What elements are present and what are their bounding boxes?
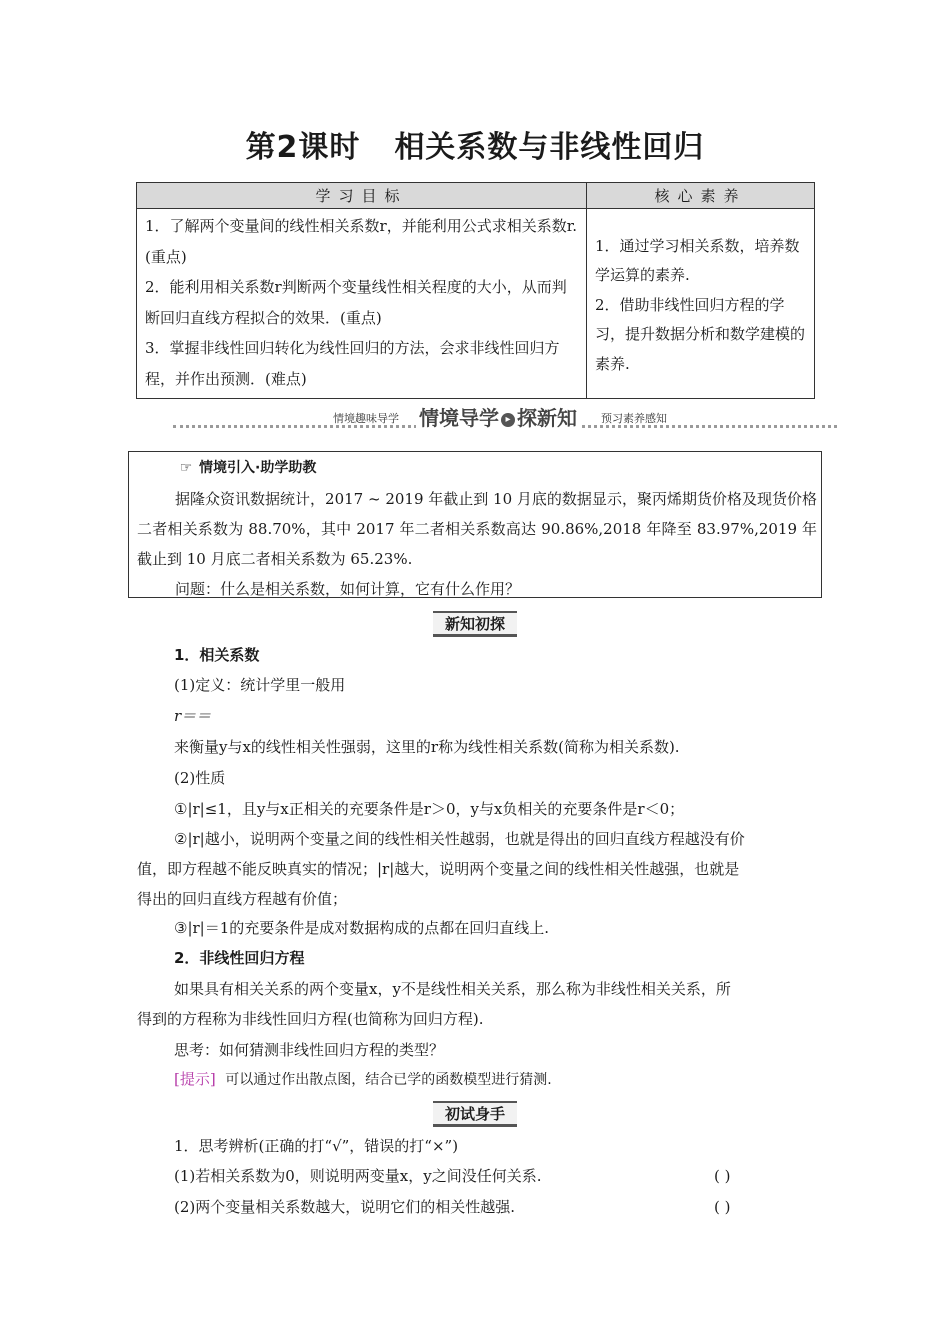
intro-box [128,451,822,598]
literacy-item: 2．借助非线性回归方程的学习，提升数据分析和数学建模的素养. [595,295,806,373]
property-2c: 得出的回归直线方程越有价值； [137,890,348,908]
property-2b: 值，即方程越不能反映真实的情况；|r|越大，说明两个变量之间的线性相关性越强，也就是 [137,860,740,878]
property-1: ①|r|≤1，且y与x正相关的充要条件是r＞0，y与x负相关的充要条件是r＜0； [174,800,685,818]
think-question: 思考：如何猜测非线性回归方程的类型？ [174,1041,445,1059]
core-literacy-cell [587,209,815,399]
measure-line: 来衡量y与x的线性相关性强弱，这里的r称为线性相关系数(简称为相关系数). [174,738,680,756]
properties-heading: (2)性质 [174,769,226,787]
definition-line: (1)定义：统计学里一般用 [174,676,346,694]
property-2a: ②|r|越小，说明两个变量之间的线性相关性越弱，也就是得出的回归直线方程越没有价 [174,830,745,848]
new-knowledge-label: 新知初探 [433,611,517,637]
header-learning-goals: 学习目标 [137,183,587,209]
intro-heading-text: 情境引入·助学助教 [199,460,317,476]
learning-goals-cell [137,209,587,399]
section-banner [173,402,837,432]
intro-paragraph: 据隆众资讯数据统计，2017 ~ 2019 年截止到 10 月底的数据显示，聚丙烯期货价格及现货价格二者相关系数为 88.70%，其中 2017 年二者相关系数高达 90.86%,2018 年降至 83.97%,2019 年截止到 10 月底二者相关系数为 65.23%. [137,490,817,568]
page-title [0,122,950,166]
property-3: ③|r|＝1的充要条件是成对数据构成的点都在回归直线上. [174,919,550,937]
goal-item: 2．能利用相关系数r判断两个变量线性相关程度的大小，从而判断回归直线方程拟合的效果．(重点) [145,278,567,327]
goal-item: 1．了解两个变量间的线性相关系数r，并能利用公式求相关系数r.(重点) [145,217,578,266]
exercise-q2: (2)两个变量相关系数越大，说明它们的相关性越强. [174,1198,516,1216]
heading-correlation: 1．相关系数 [174,646,260,664]
try-it-label: 初试身手 [433,1101,517,1127]
objectives-table [136,182,815,399]
pointing-hand-icon: ☞ [179,460,193,476]
arrow-right-icon: ▸ [501,413,515,427]
hint-line [174,1069,552,1090]
heading-nonlinear: 2．非线性回归方程 [174,949,305,967]
hint-tag: [提示] [174,1070,216,1088]
banner-main-b: 探新知 [517,406,577,430]
r-formula: r＝＝ [174,707,212,725]
new-knowledge-tab [0,611,950,637]
literacy-item: 1．通过学习相关系数，培养数学运算的素养. [595,236,800,285]
nonlinear-b: 得到的方程称为非线性回归方程(也简称为回归方程). [137,1010,484,1028]
header-core-literacy: 核心素养 [587,183,815,209]
exercise-q1: (1)若相关系数为0，则说明两变量x，y之间没任何关系. [174,1167,542,1185]
banner-right-label: 预习素养感知 [601,412,667,425]
nonlinear-a: 如果具有相关关系的两个变量x，y不是线性相关关系，那么称为非线性相关关系，所 [174,980,731,998]
answer-paren-1[interactable]: ( ) [714,1167,731,1185]
lesson-number: 第2课时 [245,130,361,165]
hint-text: 可以通过作出散点图，结合已学的函数模型进行猜测. [225,1072,552,1088]
lesson-topic: 相关系数与非线性回归 [394,130,705,165]
goal-item: 3．掌握非线性回归转化为线性回归的方法，会求非线性回归方程，并作出预测．(难点) [145,339,560,388]
banner-main-a: 情境导学 [419,406,499,430]
intro-question: 问题：什么是相关系数，如何计算，它有什么作用？ [175,580,521,598]
try-it-tab [0,1101,950,1127]
exercise-heading: 1．思考辨析(正确的打“√”，错误的打“×”) [174,1137,459,1155]
banner-main-label [416,402,580,431]
banner-left-label: 情境趣味导学 [333,412,399,425]
intro-heading [173,457,316,477]
answer-paren-2[interactable]: ( ) [714,1198,731,1216]
